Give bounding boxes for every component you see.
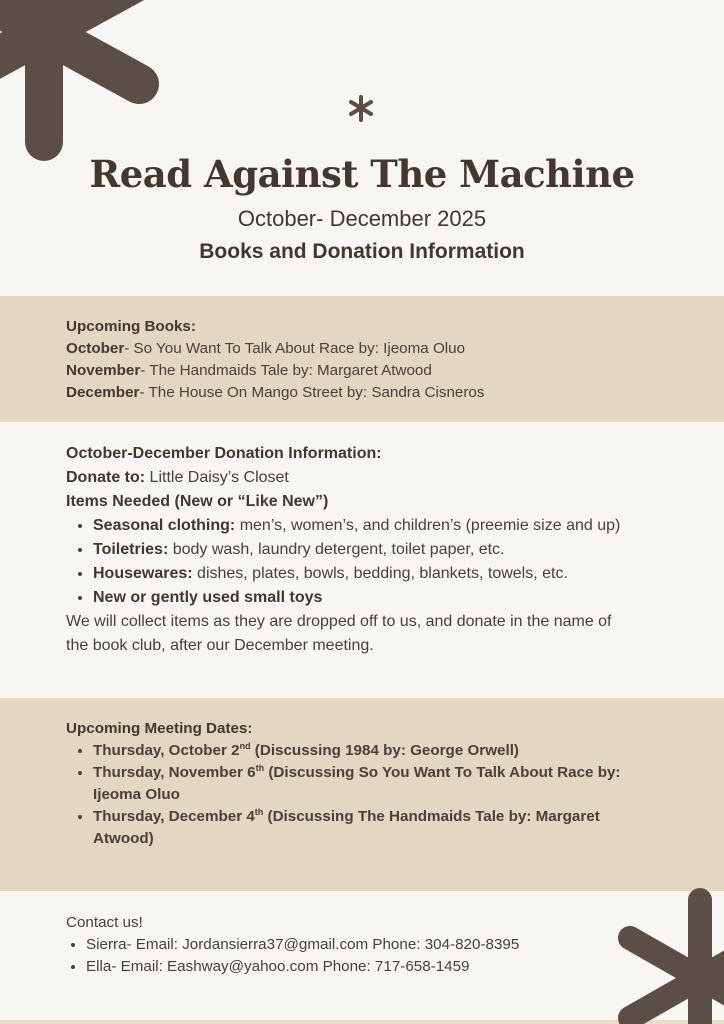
list-item: • Thursday, December 4th (Discussing The Handmaids Tale by: Margaret Atwood)	[93, 806, 626, 850]
donate-to: Donate to: Little Daisy’s Closet	[66, 469, 289, 486]
list-item: • Thursday, November 6th (Discussing So You Want To Talk About Race by: Ijeoma Oluo	[93, 762, 626, 806]
upcoming-books	[66, 316, 484, 404]
list-item: • Seasonal clothing: men’s, women’s, and children’s (preemie size and up)	[93, 514, 666, 538]
section-heading: Books and Donation Information	[199, 240, 525, 263]
list-item: • Thursday, October 2nd (Discussing 1984 by: George Orwell)	[93, 740, 626, 762]
asterisk-icon	[0, 0, 180, 170]
book-item: October- So You Want To Talk About Race by: Ijeoma Oluo	[66, 340, 466, 357]
donation-note: We will collect items as they are dropped off to us, and donate in the name of the book club, after our December meeting.	[66, 613, 612, 654]
meetings-heading: Upcoming Meeting Dates:	[66, 720, 253, 737]
donation-info	[66, 442, 666, 658]
books-heading: Upcoming Books:	[66, 318, 196, 335]
contact-item[interactable]: • Sierra- Email: Jordansierra37@gmail.com Phone: 304-820-8395	[86, 934, 519, 956]
list-item: • Housewares: dishes, plates, bowls, bedding, blankets, towels, etc.	[93, 562, 666, 586]
asterisk-icon	[600, 880, 724, 1024]
meetings-list	[66, 740, 626, 850]
donation-heading: October-December Donation Information:	[66, 445, 382, 462]
book-item: November- The Handmaids Tale by: Margaret Atwood	[66, 362, 432, 379]
items-needed-list	[66, 514, 666, 610]
contact-heading: Contact us!	[66, 914, 143, 931]
page-title: Read Against The Machine	[89, 152, 635, 196]
contact-info	[66, 912, 519, 978]
book-item: December- The House On Mango Street by: Sandra Cisneros	[66, 384, 485, 401]
date-range-subtitle: October- December 2025	[237, 206, 487, 231]
contact-list	[66, 934, 519, 978]
list-item: • Toiletries: body wash, laundry detergent, toilet paper, etc.	[93, 538, 666, 562]
asterisk-icon	[347, 94, 375, 124]
items-needed-heading: Items Needed (New or “Like New”)	[66, 493, 329, 510]
contact-item[interactable]: • Ella- Email: Eashway@yahoo.com Phone: 717-658-1459	[86, 956, 519, 978]
list-item: • New or gently used small toys	[93, 586, 666, 610]
meeting-dates	[66, 718, 626, 850]
